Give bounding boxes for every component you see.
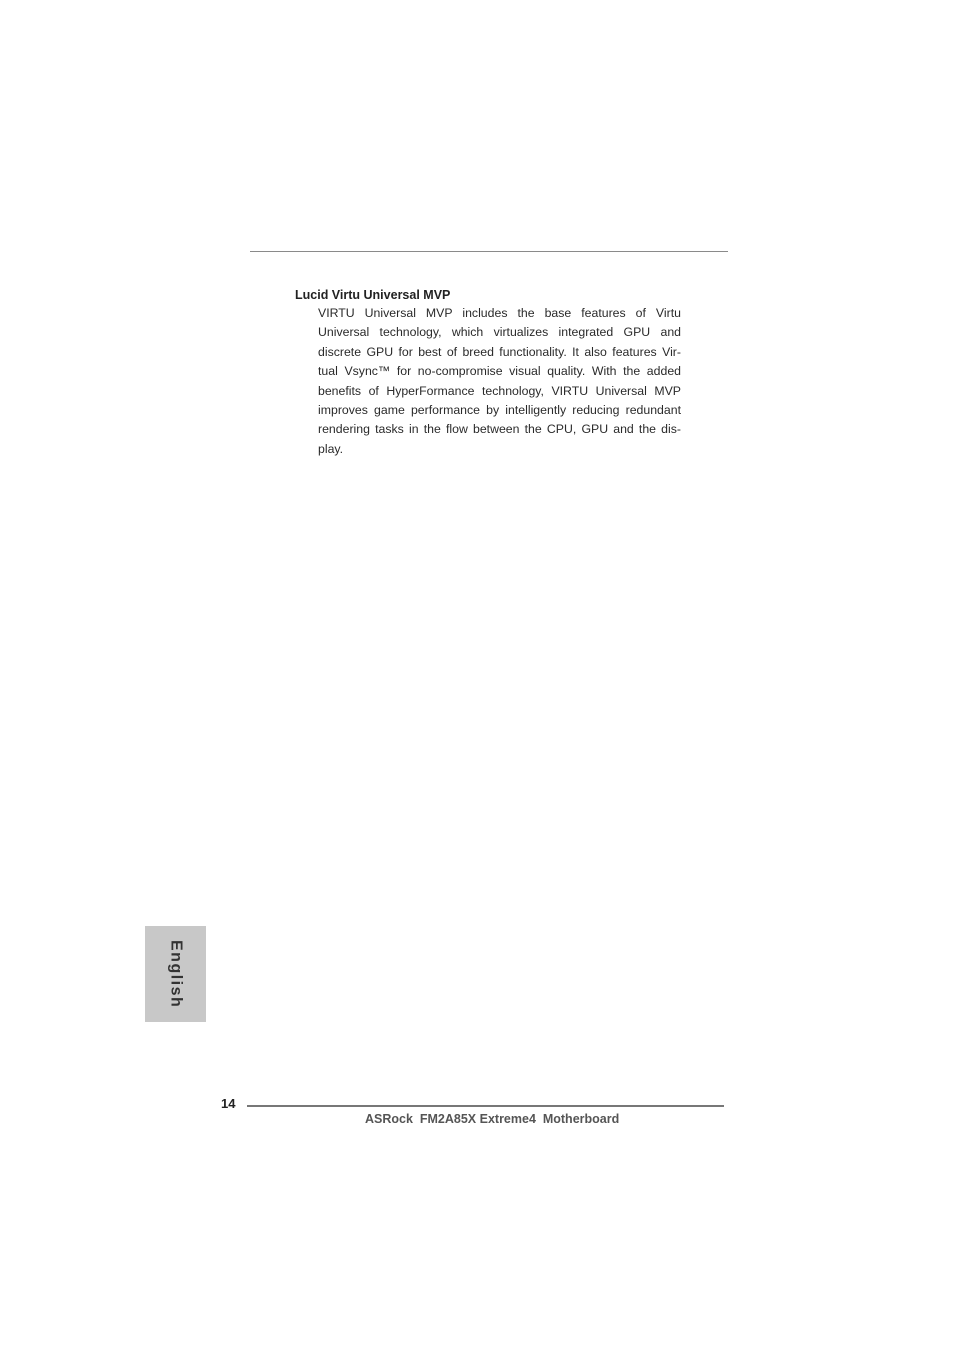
page-number: 14: [221, 1096, 236, 1111]
footer-divider: [247, 1105, 724, 1107]
language-tab-label: English: [167, 939, 185, 1009]
footer-product-name: ASRock FM2A85X Extreme4 Motherboard: [365, 1112, 620, 1126]
section-title: Lucid Virtu Universal MVP: [295, 288, 451, 302]
header-divider: [250, 251, 728, 252]
language-tab: [145, 926, 206, 1022]
section-body: VIRTU Universal MVP includes the base features of Virtu Universal technology, which virtualizes integrated GPU and discrete GPU for best of breed functionality. It also features Vir-tual Vsync™ for no-compromise visual quality. With the added benefits of HyperFormance technology, VIRTU Universal MVP improves game performance by intelligently reducing redundant rendering tasks in the flow between the CPU, GPU and the dis-play.: [318, 306, 681, 456]
